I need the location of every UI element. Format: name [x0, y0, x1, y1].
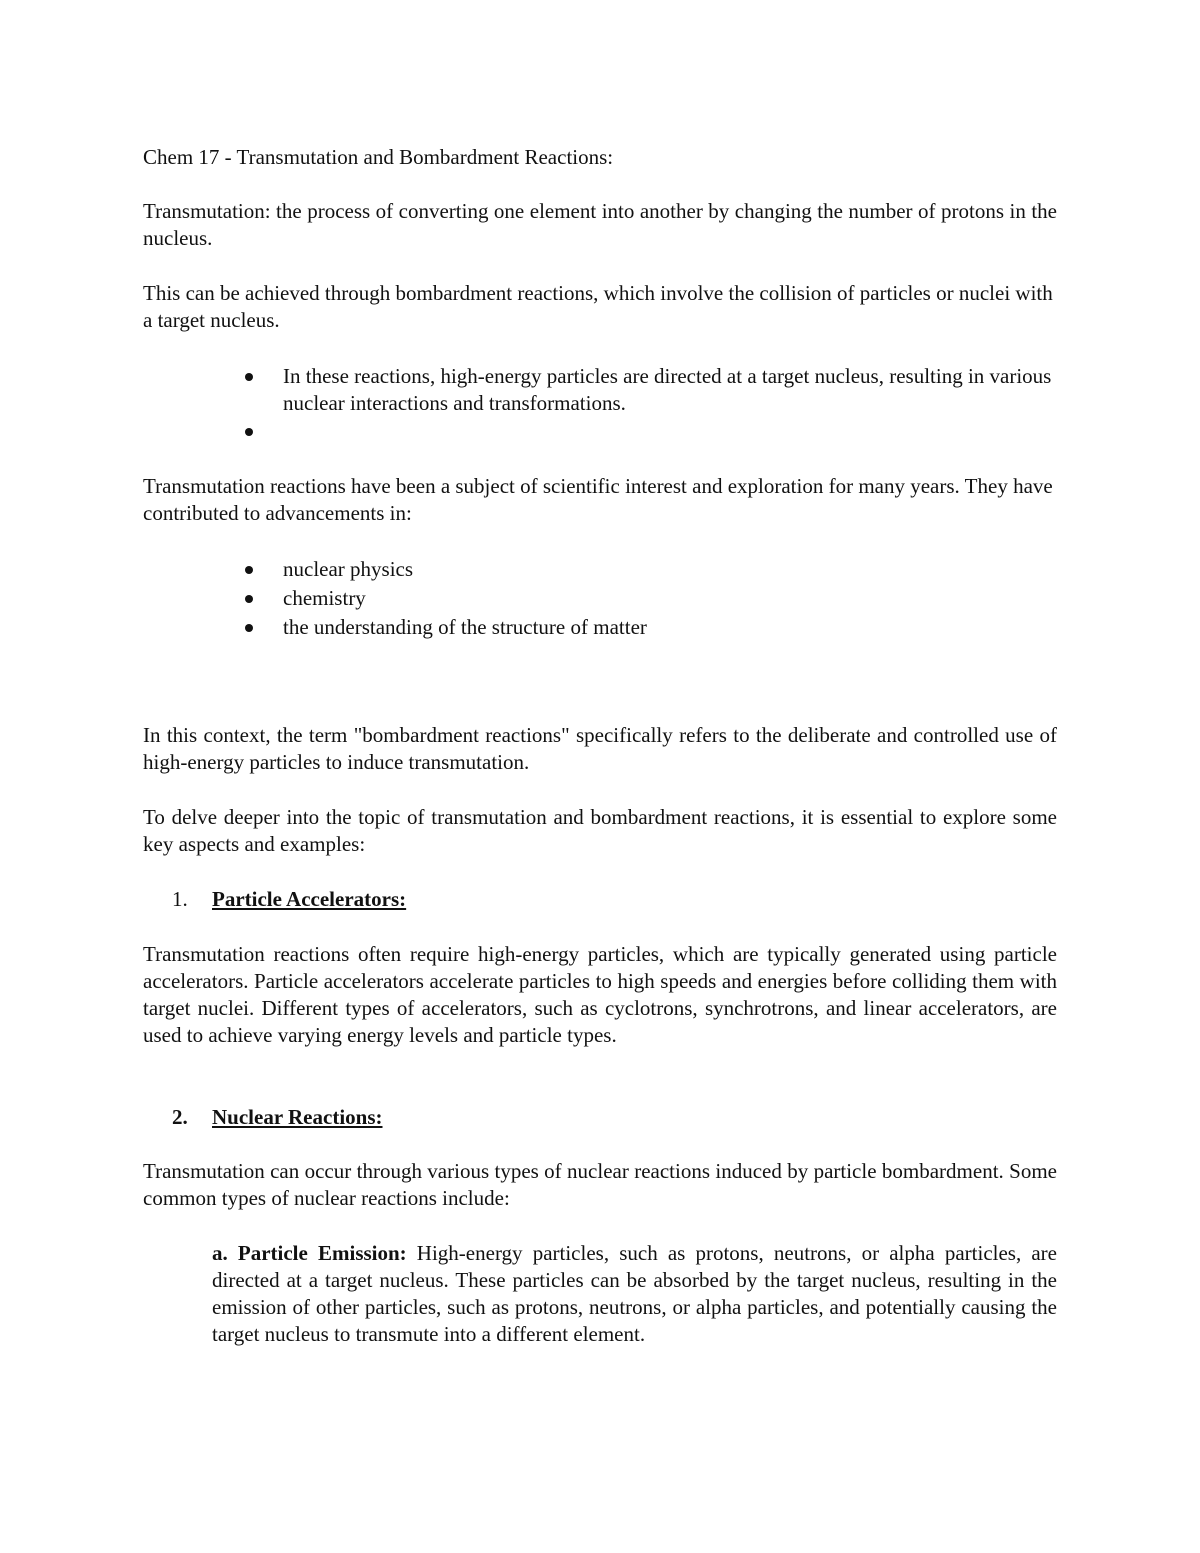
context-paragraph: In this context, the term "bombardment reactions" specifically refers to the deliberate and controlled use of high-energy particles to induce transmutation.	[143, 723, 1057, 774]
document-title: Chem 17 - Transmutation and Bombardment Reactions:	[143, 145, 614, 169]
section-title: Particle Accelerators:	[212, 887, 407, 911]
interest-paragraph: Transmutation reactions have been a subject of scientific interest and exploration for many years. They have contributed to advancements in:	[143, 474, 1053, 525]
bullet-text: In these reactions, high-energy particles are directed at a target nucleus, resulting in various nuclear interactions and transformations.	[283, 364, 1052, 415]
bullet-icon	[245, 428, 253, 436]
section-title: Nuclear Reactions:	[212, 1105, 383, 1129]
definition-paragraph: Transmutation: the process of converting one element into another by changing the number of protons in the nucleus.	[143, 199, 1057, 250]
section-2-body: Transmutation can occur through various types of nuclear reactions induced by particle bombardment. Some common types of nuclear reactions include:	[143, 1159, 1057, 1210]
bullet-text: chemistry	[283, 586, 366, 610]
bullet-icon	[245, 624, 253, 632]
particle-emission-label: a. Particle Emission:	[212, 1241, 407, 1265]
delve-paragraph: To delve deeper into the topic of transmutation and bombardment reactions, it is essential to explore some key aspects and examples:	[143, 805, 1057, 856]
bullet-icon	[245, 373, 253, 381]
section-2-heading	[172, 1104, 772, 1131]
particle-emission-text: High-energy particles, such as protons, neutrons, or alpha particles, are directed at a target nucleus. These particles can be absorbed by the target nucleus, resulting in the emission of other particles, such as protons, neutrons, or alpha particles, and potentially causing the target nucleus to transmute into a different element.	[212, 1241, 1057, 1346]
section-1-body: Transmutation reactions often require high-energy particles, which are typically generated using particle accelerators. Particle accelerators accelerate particles to high speeds and energies before colliding them with target nuclei. Different types of accelerators, such as cyclotrons, synchrotrons, and linear accelerators, are used to achieve varying energy levels and particle types.	[143, 942, 1057, 1047]
bullet-icon	[245, 595, 253, 603]
section-1-heading	[172, 886, 772, 913]
bullet-text: nuclear physics	[283, 557, 414, 581]
particle-emission-paragraph	[212, 1240, 1057, 1348]
bombardment-intro-paragraph: This can be achieved through bombardment reactions, which involve the collision of particles or nuclei with a target nucleus.	[143, 281, 1053, 332]
section-number: 2.	[172, 1105, 188, 1129]
section-number: 1.	[172, 887, 188, 911]
bullet-text: the understanding of the structure of matter	[283, 615, 647, 639]
bullet-icon	[245, 566, 253, 574]
